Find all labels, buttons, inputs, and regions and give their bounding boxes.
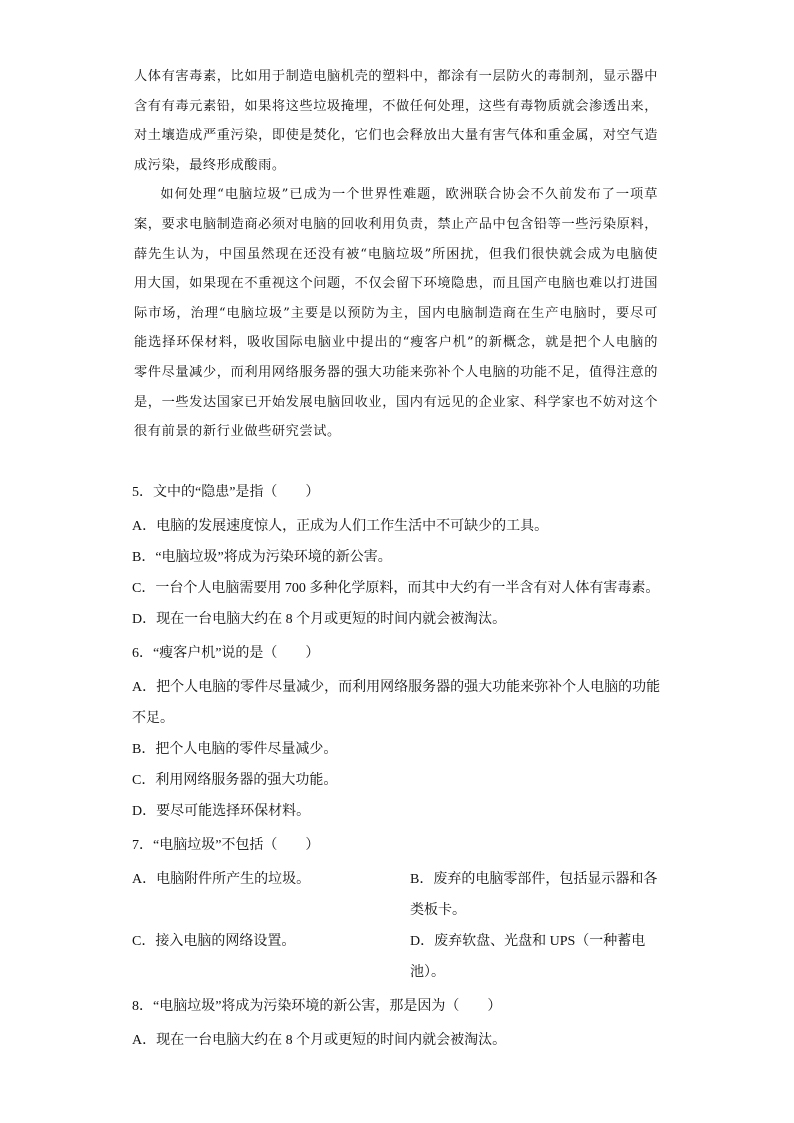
- question-6: [132, 635, 662, 827]
- question-6-option-c: C．利用网络服务器的强大功能。: [132, 773, 338, 788]
- question-6-stem: 6．“瘦客户机”说的是（ ）: [132, 646, 320, 661]
- question-8-stem: 8．“电脑垃圾”将成为污染环境的新公害，那是因为（ ）: [132, 999, 502, 1014]
- question-list: [132, 474, 662, 1056]
- question-7-option-a: A．电脑附件所产生的垃圾。: [132, 872, 311, 887]
- question-6-option-d: D．要尽可能选择环保材料。: [132, 804, 311, 819]
- question-7: [132, 827, 662, 988]
- question-7-option-c: C．接入电脑的网络设置。: [132, 934, 296, 949]
- question-5-option-d: D．现在一台电脑大约在 8 个月或更短的时间内就会被淘汰。: [132, 612, 507, 627]
- question-6-option-a: A．把个人电脑的零件尽量减少，而利用网络服务器的强大功能来弥补个人电脑的功能不足。: [132, 680, 661, 726]
- question-7-option-d: D．废弃软盘、光盘和 UPS（一种蓄电池）。: [410, 934, 646, 980]
- question-8-option-a: A．现在一台电脑大约在 8 个月或更短的时间内就会被淘汰。: [132, 1033, 507, 1048]
- question-7-row-2: [132, 926, 662, 988]
- question-5-option-a: A．电脑的发展速度惊人，正成为人们工作生活中不可缺少的工具。: [132, 519, 549, 534]
- passage-paragraph-2: 如何处理“电脑垃圾”已成为一个世界性难题，欧洲联合协会不久前发布了一项草案，要求电脑制造商必须对电脑的回收利用负责，禁止产品中包含铅等一些污染原料，薛先生认为，中国虽然现在还没有被“电脑垃圾”所困扰，但我们很快就会成为电脑使用大国，如果现在不重视这个问题，不仅会留下环境隐患，而且国产电脑也难以打进国际市场，治理“电脑垃圾”主要是以预防为主，国内电脑制造商在生产电脑时，要尽可能选择环保材料，吸收国际电脑业中提出的“瘦客户机”的新概念，就是把个人电脑的零件尽量减少，而利用网络服务器的强大功能来弥补个人电脑的功能不足，值得注意的是，一些发达国家已开始发展电脑回收业，国内有远见的企业家、科学家也不妨对这个很有前景的新行业做些研究尝试。: [134, 187, 658, 440]
- passage-paragraph-1: 人体有害毒素，比如用于制造电脑机壳的塑料中，都涂有一层防火的毒制剂，显示器中含有有毒元素铅，如果将这些垃圾掩埋，不做任何处理，这些有毒物质就会渗透出来，对土壤造成严重污染，即使是焚化，它们也会释放出大量有害气体和重金属，对空气造成污染，最终形成酸雨。: [134, 69, 658, 173]
- reading-passage: [134, 62, 658, 447]
- question-5-stem: 5．文中的“隐患”是指（ ）: [132, 485, 320, 500]
- question-8: [132, 988, 662, 1056]
- question-7-option-b: B．废弃的电脑零部件，包括显示器和各类板卡。: [410, 872, 658, 918]
- question-6-option-b: B．把个人电脑的零件尽量减少。: [132, 742, 338, 757]
- question-5: [132, 474, 662, 635]
- question-5-option-b: B．“电脑垃圾”将成为污染环境的新公害。: [132, 550, 392, 565]
- question-7-row-1: [132, 864, 662, 926]
- question-7-stem: 7．“电脑垃圾”不包括（ ）: [132, 838, 320, 853]
- question-5-option-c: C．一台个人电脑需要用 700 多种化学原料，而其中大约有一半含有对人体有害毒素。: [132, 581, 660, 596]
